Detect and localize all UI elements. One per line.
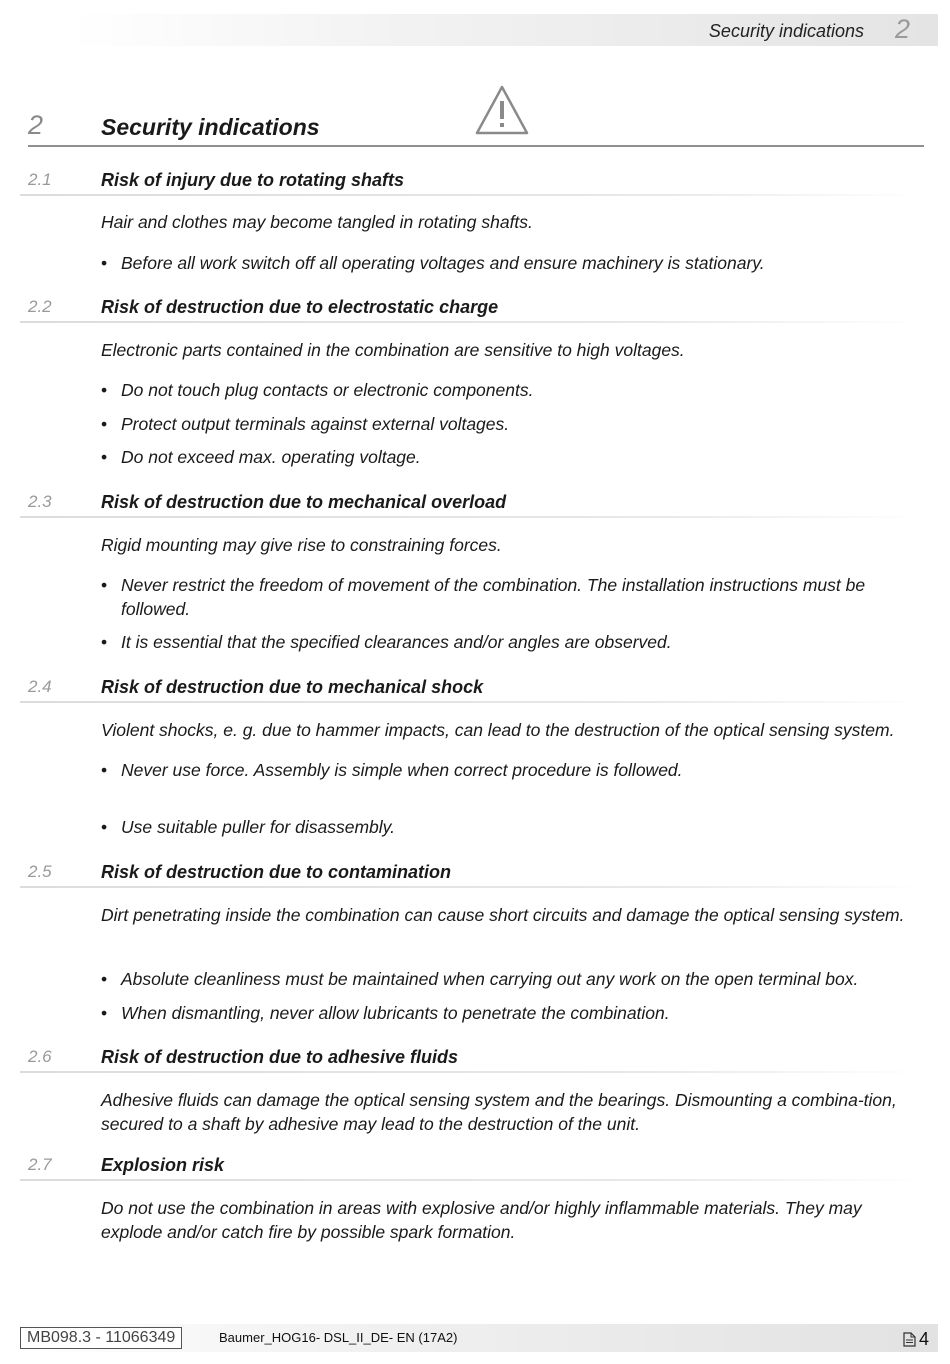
- section-text: Adhesive fluids can damage the optical sensing system and the bearings. Dismounting a combina-tion, secured to a shaft by adhesive may lead to the destruction of the unit.: [101, 1090, 897, 1134]
- running-title: Security indications: [708, 21, 864, 41]
- section-text: Do not use the combination in areas with explosive and/or highly inflammable materials. They may explode and/or catch fire by possible spark formation.: [101, 1198, 862, 1242]
- bullet-item: • It is essential that the specified clearances and/or angles are observed.: [101, 632, 672, 652]
- running-chapter-number: 2: [894, 14, 910, 44]
- bullet-item: • Do not touch plug contacts or electronic components.: [101, 380, 534, 400]
- section-title: Risk of destruction due to mechanical overload: [101, 492, 507, 512]
- bullet-item: • When dismantling, never allow lubricants to penetrate the combination.: [101, 1003, 670, 1023]
- warning-triangle-icon: [474, 84, 530, 136]
- section-title: Risk of injury due to rotating shafts: [101, 170, 405, 190]
- section-title: Risk of destruction due to electrostatic charge: [101, 297, 499, 317]
- footer-doc-name: Baumer_HOG16- DSL_II_DE- EN (17A2): [219, 1330, 458, 1345]
- bullet-item: • Protect output terminals against external voltages.: [101, 414, 510, 434]
- section-number: 2.1: [28, 170, 52, 189]
- section-text: Hair and clothes may become tangled in rotating shafts.: [101, 212, 533, 232]
- section-number: 2.2: [28, 297, 52, 316]
- section-number: 2.5: [28, 862, 52, 881]
- section-divider: [20, 516, 924, 518]
- section-text: Electronic parts contained in the combination are sensitive to high voltages.: [101, 340, 685, 360]
- footer-doc-code: MB098.3 - 11066349: [20, 1327, 182, 1349]
- bullet-item: • Before all work switch off all operating voltages and ensure machinery is stationary.: [101, 253, 765, 273]
- section-divider: [20, 194, 924, 196]
- section-title: Explosion risk: [101, 1155, 225, 1175]
- bullet-item: • Never use force. Assembly is simple when correct procedure is followed.: [101, 760, 683, 780]
- page-icon: [903, 1332, 916, 1347]
- section-text: Rigid mounting may give rise to constraining forces.: [101, 535, 502, 555]
- chapter-title: Security indications: [101, 114, 320, 140]
- section-divider: [20, 701, 924, 703]
- section-divider: [20, 321, 924, 323]
- section-divider: [20, 1179, 924, 1181]
- bullet-item: • Use suitable puller for disassembly.: [101, 817, 395, 837]
- section-number: 2.3: [28, 492, 52, 511]
- bullet-item: • Do not exceed max. operating voltage.: [101, 447, 421, 467]
- chapter-divider: [28, 145, 924, 147]
- page-number: 4: [919, 1329, 930, 1349]
- section-title: Risk of destruction due to adhesive fluids: [101, 1047, 459, 1067]
- bullet-item: • Never restrict the freedom of movement of the combination. The installation instructions must be followed.: [101, 575, 866, 619]
- section-divider: [20, 886, 924, 888]
- section-number: 2.4: [28, 677, 52, 696]
- chapter-number: 2: [28, 110, 44, 140]
- bullet-item: • Absolute cleanliness must be maintained when carrying out any work on the open terminal box.: [101, 969, 859, 989]
- section-title: Risk of destruction due to mechanical shock: [101, 677, 484, 697]
- section-text: Violent shocks, e. g. due to hammer impacts, can lead to the destruction of the optical sensing system.: [101, 720, 895, 740]
- section-divider: [20, 1071, 924, 1073]
- section-number: 2.7: [28, 1155, 52, 1174]
- section-number: 2.6: [28, 1047, 52, 1066]
- section-text: Dirt penetrating inside the combination can cause short circuits and damage the optical sensing system.: [101, 905, 905, 925]
- section-title: Risk of destruction due to contamination: [101, 862, 452, 882]
